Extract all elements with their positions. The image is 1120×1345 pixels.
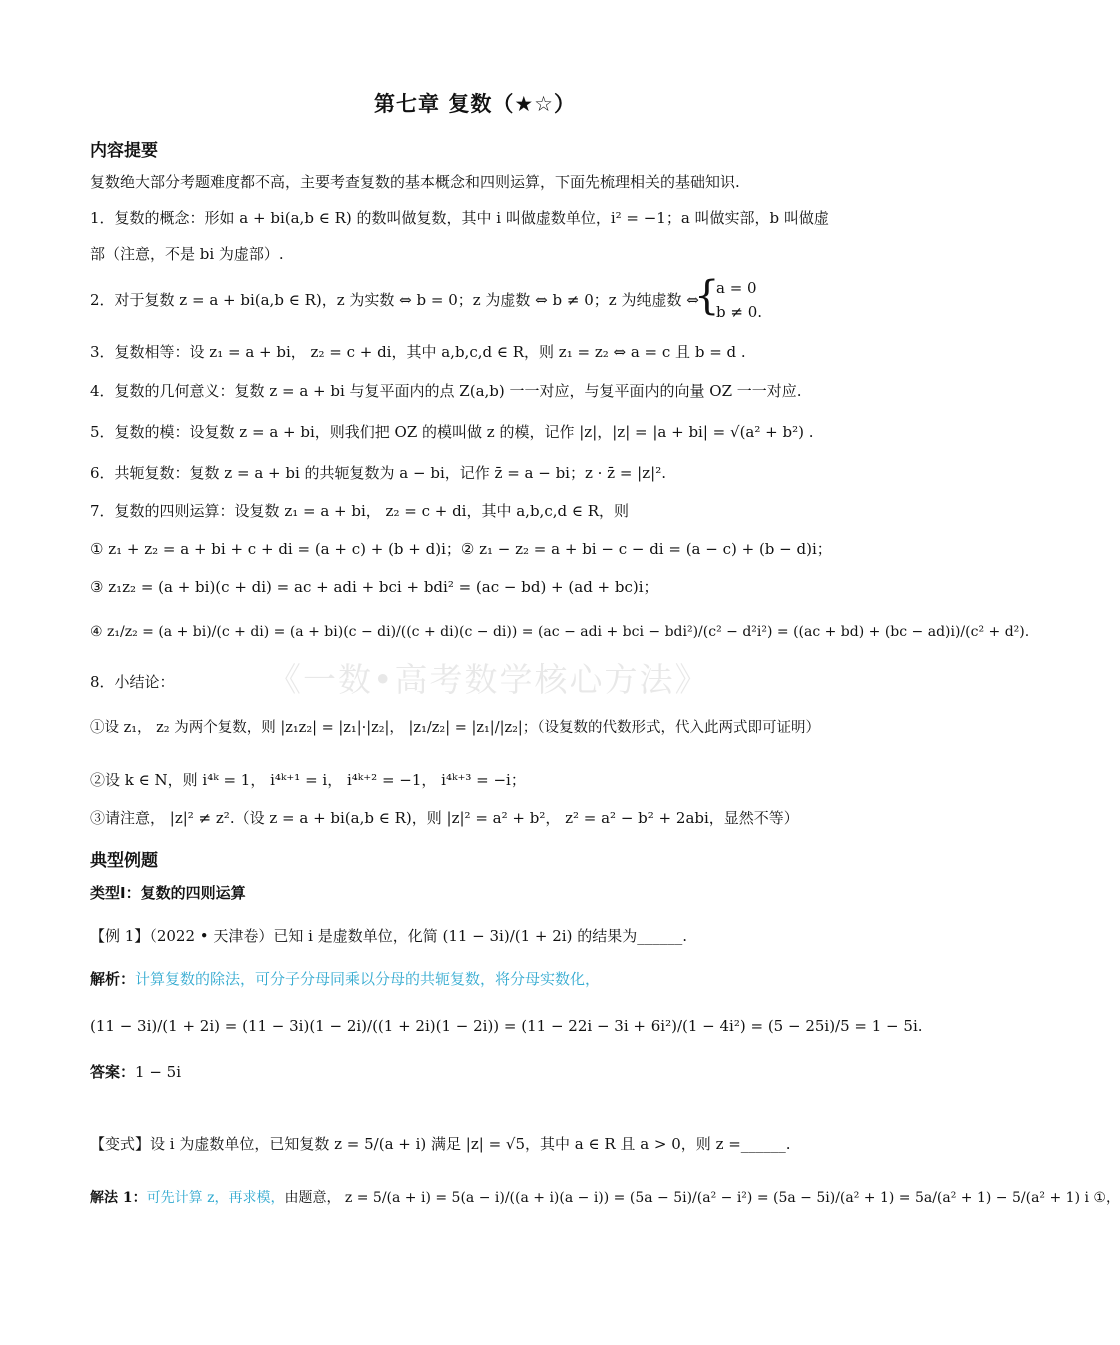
point-1-line-b: 部（注意，不是 bi 为虚部）. <box>90 245 284 263</box>
point-1-line-a: 1．复数的概念：形如 a + bi(a,b ∈ R) 的数叫做复数，其中 i 叫做虚数单位，i² = −1；a 叫做实部，b 叫做虚 <box>90 209 829 227</box>
variant-tag: 【变式】 <box>90 1135 151 1153</box>
variant-question: 设 i 为虚数单位，已知复数 z = 5/(a + i) 满足 |z| = √5，其中 a ∈ R 且 a > 0，则 z =______. <box>150 1135 791 1153</box>
point-7-div: ④ z₁/z₂ = (a + bi)/(c + di) = (a + bi)(c − di)/((c + di)(c − di)) = (ac − adi + bci − bdi²)/(c² − d²i²) = ((ac + bd) + (bc − ad)i)/(c² + d²). <box>90 624 1030 640</box>
method-hint: 可先计算 z，再求模， <box>146 1190 285 1206</box>
point-2-case-2: b ≠ 0. <box>716 303 763 321</box>
method-text: 由题意， z = 5/(a + i) = 5(a − i)/((a + i)(a − i)) = (5a − 5i)/(a² − i²) = (5a − 5i)/(a² + 1) = 5a/(a² + 1) − 5/(a² + 1) i ①， <box>284 1190 1120 1206</box>
analysis-hint: 计算复数的除法，可分子分母同乘以分母的共轭复数，将分母实数化， <box>135 970 601 988</box>
example-1-analysis-row <box>90 969 600 989</box>
answer-value: 1 − 5i <box>135 1063 182 1081</box>
point-3-line: 3．复数相等：设 z₁ = a + bi， z₂ = c + di，其中 a,b,c,d ∈ R，则 z₁ = z₂ ⇔ a = c 且 b = d . <box>90 343 746 361</box>
point-8-conclusion-1: ①设 z₁， z₂ 为两个复数，则 |z₁z₂| = |z₁|·|z₂|， |z₁/z₂| = |z₁|/|z₂|；（设复数的代数形式，代入此两式即可证明） <box>90 720 821 736</box>
examples-heading: 典型例题 <box>90 851 158 871</box>
answer-label: 答案： <box>90 1063 136 1081</box>
point-8-line: 8．小结论： <box>90 673 175 691</box>
example-1-tag: 【例 1】 <box>90 927 150 945</box>
type-1-heading: 类型Ⅰ：复数的四则运算 <box>90 884 246 902</box>
point-6-line: 6．共轭复数：复数 z = a + bi 的共轭复数为 a − bi，记作 z̄ = a − bi；z · z̄ = |z|². <box>90 464 666 482</box>
point-2-line: 2．对于复数 z = a + bi(a,b ∈ R)，z 为实数 ⇔ b = 0；z 为虚数 ⇔ b ≠ 0；z 为纯虚数 ⇔ <box>90 291 699 309</box>
variant-method-row <box>90 1188 1120 1208</box>
point-7-line: 7．复数的四则运算：设复数 z₁ = a + bi， z₂ = c + di，其中 a,b,c,d ∈ R，则 <box>90 502 630 520</box>
chapter-title: 第七章 复数（★☆） <box>374 92 576 116</box>
watermark: 《一数•高考数学核心方法》 <box>268 660 710 699</box>
example-1-question: （2022 • 天津卷）已知 i 是虚数单位，化简 (11 − 3i)/(1 + 2i) 的结果为______. <box>149 927 687 945</box>
intro-line: 复数绝大部分考题难度都不高，主要考查复数的基本概念和四则运算，下面先梳理相关的基础知识. <box>90 173 740 191</box>
point-7-add-sub: ① z₁ + z₂ = a + bi + c + di = (a + c) + (b + d)i；② z₁ − z₂ = a + bi − c − di = (a − c) + (b − d)i； <box>90 540 832 558</box>
variant-question-row <box>90 1134 791 1154</box>
case-brace: { <box>694 273 720 319</box>
analysis-label: 解析： <box>90 970 136 988</box>
point-7-mult: ③ z₁z₂ = (a + bi)(c + di) = ac + adi + bci + bdi² = (ac − bd) + (ad + bc)i； <box>90 578 659 596</box>
example-1-computation: (11 − 3i)/(1 + 2i) = (11 − 3i)(1 − 2i)/((1 + 2i)(1 − 2i)) = (11 − 22i − 3i + 6i²)/(1 − 4i²) = (5 − 25i)/5 = 1 − 5i. <box>90 1017 923 1035</box>
point-4-line: 4．复数的几何意义：复数 z = a + bi 与复平面内的点 Z(a,b) 一一对应，与复平面内的向量 OZ 一一对应. <box>90 382 802 400</box>
example-1-answer-row <box>90 1062 181 1082</box>
summary-heading: 内容提要 <box>90 141 158 161</box>
point-8-conclusion-2: ②设 k ∈ N，则 i⁴ᵏ = 1， i⁴ᵏ⁺¹ = i， i⁴ᵏ⁺² = −1， i⁴ᵏ⁺³ = −i； <box>90 771 526 789</box>
point-8-conclusion-3: ③请注意， |z|² ≠ z².（设 z = a + bi(a,b ∈ R)，则 |z|² = a² + b²， z² = a² − b² + 2abi，显然不等） <box>90 809 799 827</box>
point-2-case-1: a = 0 <box>716 279 757 297</box>
method-label: 解法 1： <box>90 1190 147 1206</box>
point-5-line: 5．复数的模：设复数 z = a + bi，则我们把 OZ 的模叫做 z 的模，记作 |z|，|z| = |a + bi| = √(a² + b²) . <box>90 423 814 441</box>
example-1-question-row <box>90 926 687 946</box>
